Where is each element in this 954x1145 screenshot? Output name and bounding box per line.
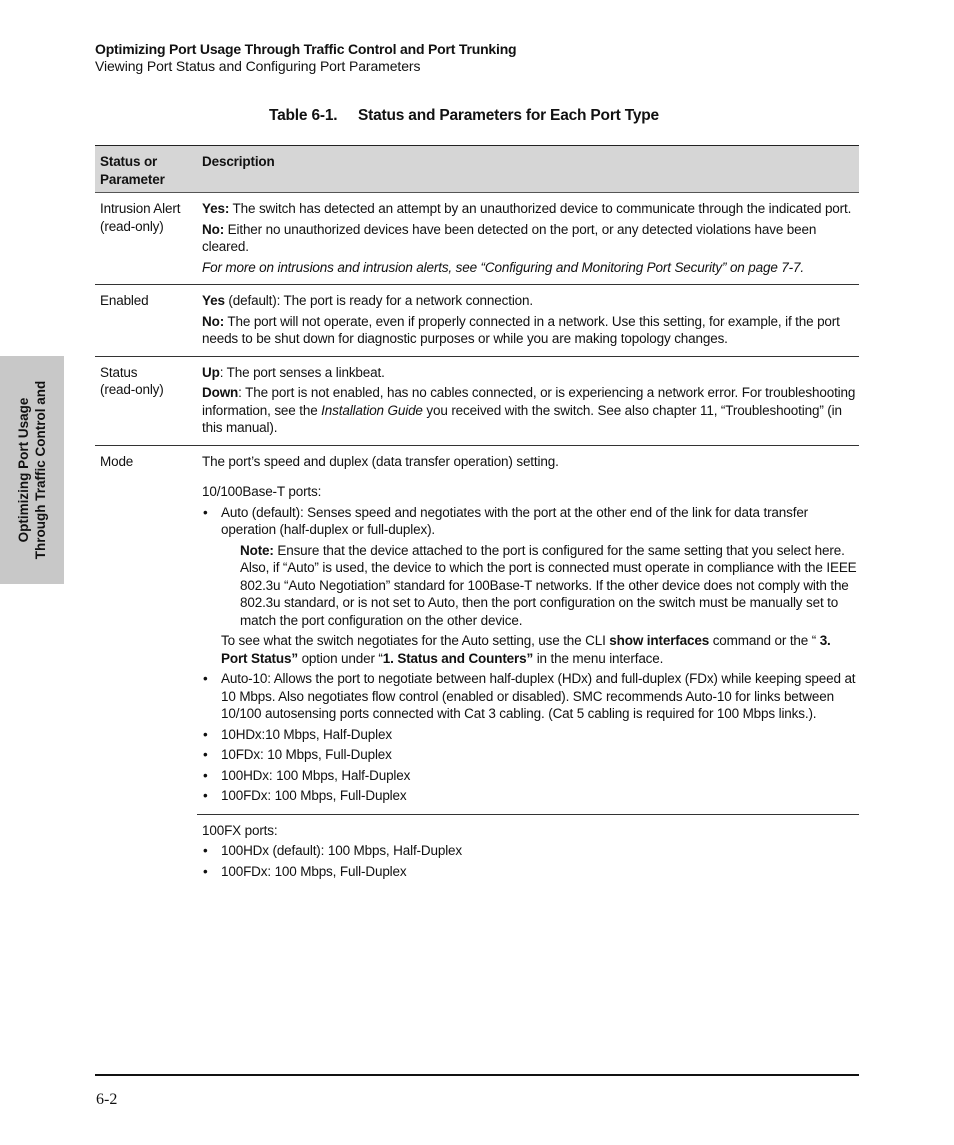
enabled-yes (202, 292, 859, 310)
menu-option-status-counters: 1. Status and Counters” (382, 650, 534, 666)
list-item: • 100FDx: 100 Mbps, Full-Duplex (202, 787, 859, 805)
footer-rule (95, 1074, 859, 1076)
param-label: Enabled (100, 293, 149, 308)
list-item: • 100FDx: 100 Mbps, Full-Duplex (202, 863, 859, 881)
param-label: Mode (100, 453, 134, 469)
status-down (202, 384, 859, 437)
header-col1-line2: Parameter (100, 171, 165, 187)
header-status-or-parameter (95, 146, 197, 192)
fx-mode-list (202, 842, 859, 880)
intrusion-yes (202, 200, 859, 218)
param-label (95, 193, 197, 284)
table-header-row (95, 145, 859, 193)
status-down-text-2: you received with the switch. See also chapter 11, “Troubleshooting” (in this manual). (202, 402, 842, 435)
status-parameters-table (95, 145, 859, 891)
auto-note (240, 542, 859, 630)
enabled-no-text: The port will not operate, even if properly connected in a network. Use this setting, for example, if the port needs to be shut down for diagnostic purposes or while you are making topology changes. (202, 313, 840, 346)
mode-fx-heading: 100FX ports: (202, 822, 278, 838)
list-item: • 10HDx:10 Mbps, Half-Duplex (202, 726, 859, 744)
status-up (202, 364, 859, 382)
header-col1-line1: Status or (100, 154, 158, 169)
table-row-status (95, 357, 859, 446)
cli-hint (221, 632, 859, 667)
list-item (202, 504, 859, 668)
chapter-side-tab (0, 356, 64, 584)
running-head-title: Optimizing Port Usage Through Traffic Control and Port Trunking (95, 41, 517, 57)
intrusion-yes-text: The switch has detected an attempt by an unauthorized device to communicate through the indicated port. (229, 201, 852, 216)
header-description: Description (202, 154, 275, 169)
intrusion-no-text: Either no unauthorized devices have been detected on the port, or any detected violations have been cleared. (202, 221, 817, 254)
cli-hint-text-2: command or the “ (709, 633, 817, 648)
param-label-line2: (read-only) (100, 218, 164, 234)
installation-guide-title: Installation Guide (321, 402, 423, 418)
table-row-mode (95, 446, 859, 814)
list-item: • Auto-10: Allows the port to negotiate between half-duplex (HDx) and full-duplex (FDx) while keeping speed at 10 Mbps. Also negotiates flow control (enabled or disabled). SMC recommends Auto-10 for links between 10/100 autosensing ports connected with Cat 3 cabling. (Cat 5 cabling is required for 100 Mbps links.). (202, 670, 859, 723)
fx-description (197, 814, 859, 892)
status-down-lead: Down (202, 385, 239, 400)
page-number: 6-2 (96, 1091, 118, 1108)
mode-base-t-heading: 10/100Base-T ports: (202, 484, 322, 499)
side-tab-line-1: Optimizing Port Usage (16, 397, 31, 543)
param-description (197, 193, 859, 284)
base-t-mode-list (202, 504, 859, 805)
cli-hint-text-4: in the menu interface. (533, 650, 664, 666)
mode-intro: The port’s speed and duplex (data transfer operation) setting. (202, 453, 559, 469)
table-row-intrusion-alert (95, 193, 859, 285)
status-down-text-1: : The port is not enabled, has no cables connected, or is experiencing a network error. For troubleshooting information, see the (202, 385, 856, 418)
table-caption-title: Status and Parameters for Each Port Type (358, 107, 659, 124)
note-text: Ensure that the device attached to the port is configured for the same setting that you select here. Also, if “Auto” is used, the device to which the port is connected must operate in compliance with the IEEE 802.3u “Auto Negotiation” standard for 100Base-T networks. If the other device does not comply with the 802.3u standard, or is not set to Auto, then the port configuration on the switch must be manually set to match the port configuration on the other device. (240, 542, 857, 628)
cli-hint-text-3: option under “ (297, 650, 383, 666)
side-tab-line-2: Through Traffic Control and (33, 380, 48, 560)
param-description (197, 357, 859, 445)
chapter-side-tab-text (15, 381, 49, 560)
running-head (95, 41, 855, 75)
param-label-line2: (read-only) (100, 382, 164, 397)
menu-option-port-status: 3. Port Status” (221, 633, 831, 666)
status-up-text: : The port senses a linkbeat. (219, 364, 385, 380)
table-row-mode-fx (95, 814, 859, 892)
enabled-no (202, 313, 859, 348)
intrusion-yes-lead: Yes: (202, 201, 230, 216)
intrusion-no (202, 221, 859, 256)
running-head-subtitle: Viewing Port Status and Configuring Port Parameters (95, 58, 421, 74)
intrusion-more-info (202, 259, 859, 277)
cli-hint-text-1: To see what the switch negotiates for the Auto setting, use the CLI (221, 633, 610, 648)
auto-item-text: Auto (default): Senses speed and negotiates with the port at the other end of the link for data transfer operation (half-duplex or full-duplex). (221, 504, 809, 537)
list-item: • 100HDx (default): 100 Mbps, Half-Duplex (202, 842, 859, 860)
table-row-enabled (95, 285, 859, 357)
table-caption-number: Table 6-1. (269, 107, 338, 124)
param-label (95, 357, 197, 445)
list-item: • 10FDx: 10 Mbps, Full-Duplex (202, 746, 859, 764)
empty-label-cell (95, 814, 197, 892)
param-label-line1: Status (100, 364, 138, 380)
param-description (197, 285, 859, 356)
enabled-no-lead: No: (202, 313, 225, 329)
note-lead: Note: (240, 542, 274, 558)
param-label-line1: Intrusion Alert (100, 201, 181, 216)
status-up-lead: Up (202, 364, 220, 380)
param-description (197, 446, 859, 814)
intrusion-cross-reference: For more on intrusions and intrusion alerts, see “Configuring and Monitoring Port Security” on page 7-7. (202, 259, 804, 275)
intrusion-no-lead: No: (202, 221, 225, 237)
enabled-yes-text: (default): The port is ready for a network connection. (224, 293, 533, 308)
cli-command: show interfaces (609, 633, 710, 648)
enabled-yes-lead: Yes (202, 293, 225, 308)
table-caption (269, 107, 659, 125)
list-item: • 100HDx: 100 Mbps, Half-Duplex (202, 767, 859, 785)
